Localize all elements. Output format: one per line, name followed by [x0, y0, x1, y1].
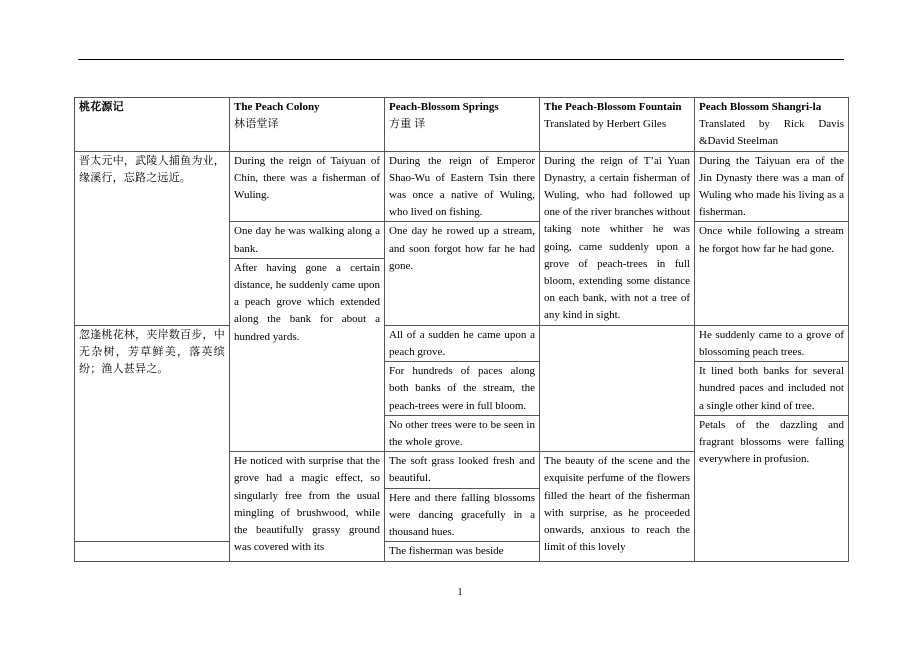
table-header-row: [75, 98, 849, 152]
lin-segment-1: During the reign of Taiyuan of Chin, there was a fisherman of Wuling.: [230, 151, 385, 222]
header-fang-subtitle: 方重 译: [389, 118, 426, 131]
original-paragraph-2: 忽逢桃花林，夹岸数百步，中无杂树，芳草鲜美，落英缤纷；渔人甚异之。: [75, 325, 230, 541]
davis-segment-2: Once while following a stream he forgot how far he had gone.: [695, 222, 849, 325]
original-paragraph-1: 晋太元中，武陵人捕鱼为业，缘溪行，忘路之远近。: [75, 151, 230, 325]
header-lin-title: The Peach Colony: [234, 101, 320, 113]
fang-segment-4: For hundreds of paces along both banks of the stream, the peach-trees were in full bloom.: [385, 362, 540, 416]
header-lin: [230, 98, 385, 152]
davis-segment-5: Petals of the dazzling and fragrant blossoms were falling everywhere in profusion.: [695, 415, 849, 561]
lin-segment-2: One day he was walking along a bank.: [230, 222, 385, 258]
lin-segment-4: He noticed with surprise that the grove had a magic effect, so singularly free from the usual mingling of brushwood, while the beautifully grassy ground was covered with its: [230, 452, 385, 562]
header-davis: [695, 98, 849, 152]
header-lin-subtitle: 林语堂译: [234, 118, 279, 131]
header-original: [75, 98, 230, 152]
fang-segment-1: During the reign of Emperor Shao-Wu of Eastern Tsin there was once a native of Wuling, who lived on fishing.: [385, 151, 540, 222]
header-giles: [540, 98, 695, 152]
fang-segment-8-text: The fisherman was beside: [389, 545, 504, 558]
header-original-title: 桃花源记: [79, 101, 124, 113]
translation-comparison-table: [74, 97, 849, 562]
table-row: [75, 151, 849, 222]
davis-segment-1: During the Taiyuan era of the Jin Dynasty there was a man of Wuling who made his living as a fisherman.: [695, 151, 849, 222]
original-empty-cell: [75, 542, 230, 562]
header-giles-title: The Peach-Blossom Fountain: [544, 101, 682, 113]
giles-segment-1: During the reign of T’ai Yuan Dynastry, a certain fisherman of Wuling, who had followed up one of the river branches without taking note whither he was going, came suddenly upon a grove of peach-trees in full bloom, extending some distance on each bank, with not a tree of any kind in sight.: [540, 151, 695, 325]
fang-segment-5: No other trees were to be seen in the whole grove.: [385, 415, 540, 451]
fang-segment-2: One day he rowed up a stream, and soon forgot how far he had gone.: [385, 222, 540, 325]
header-rule: [78, 59, 844, 60]
davis-segment-3: He suddenly came to a grove of blossoming peach trees.: [695, 325, 849, 361]
giles-empty-cell: [540, 325, 695, 451]
header-davis-subtitle: Translated by Rick Davis &David Steelman: [699, 118, 844, 148]
header-giles-subtitle: Translated by Herbert Giles: [544, 118, 667, 131]
fang-segment-7: Here and there falling blossoms were dancing gracefully in a thousand hues.: [385, 488, 540, 542]
giles-segment-2: The beauty of the scene and the exquisite perfume of the flowers filled the heart of the fisherman with surprise, as he proceeded onwards, anxious to reach the limit of this lovely: [540, 452, 695, 562]
header-fang: [385, 98, 540, 152]
fang-segment-3: All of a sudden he came upon a peach grove.: [385, 325, 540, 361]
fang-segment-8: [385, 542, 540, 562]
fang-segment-6: The soft grass looked fresh and beautiful.: [385, 452, 540, 488]
lin-segment-3: After having gone a certain distance, he suddenly came upon a peach grove which extended along the bank for about a hundred yards.: [230, 258, 385, 451]
page-number: 1: [457, 587, 463, 598]
header-davis-title: Peach Blossom Shangri-la: [699, 101, 822, 113]
davis-segment-4: It lined both banks for several hundred paces and included not a single other kind of tree.: [695, 362, 849, 416]
header-fang-title: Peach-Blossom Springs: [389, 101, 499, 113]
table-row: [75, 325, 849, 361]
